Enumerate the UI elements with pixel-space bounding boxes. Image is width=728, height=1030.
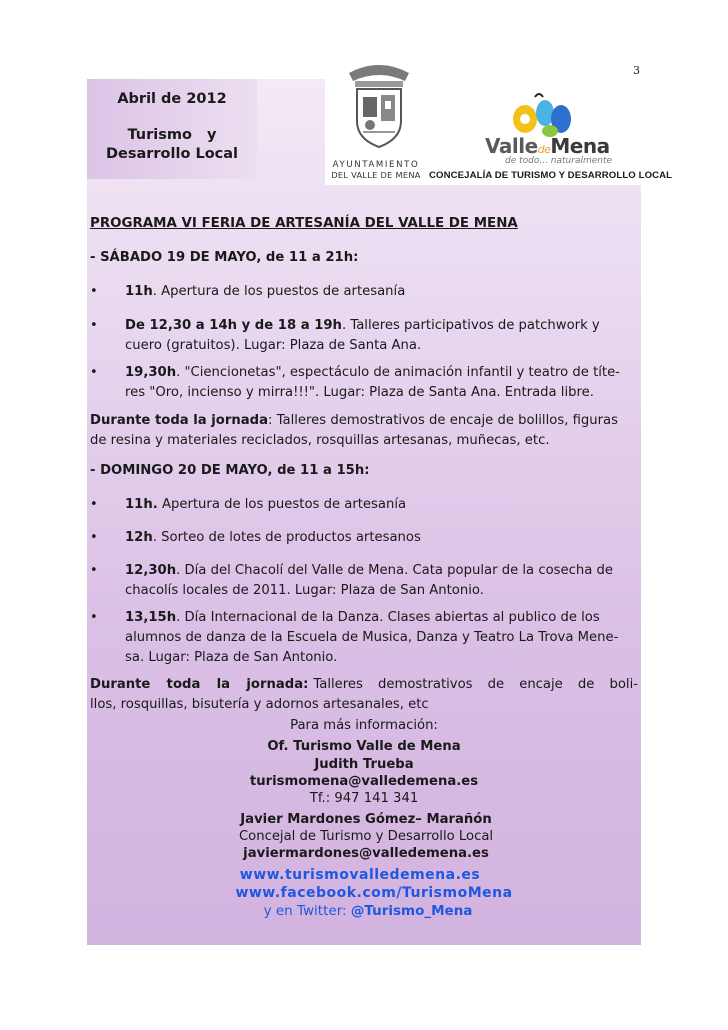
- sunday-title: - DOMINGO 20 DE MAYO, de 11 a 15h:: [90, 463, 370, 478]
- item-time: 11h: [125, 284, 153, 299]
- sunday-item: [125, 528, 639, 548]
- bullet-marker: •: [90, 563, 98, 578]
- all-day-label: Durante toda la jornada:: [90, 677, 309, 692]
- brand-mena: Mena: [550, 134, 610, 158]
- item-time: 12,30h: [125, 563, 177, 578]
- all-day-label: Durante toda la jornada: [90, 413, 268, 428]
- councillor-role: Concejal de Turismo y Desarrollo Local: [238, 829, 494, 844]
- all-day-text-line2: de resina y materiales reciclados, rosquillas artesanas, muñecas, etc.: [90, 433, 550, 448]
- header-date: Abril de 2012: [117, 91, 227, 107]
- bullet-marker: •: [90, 284, 98, 299]
- all-day-text: : Talleres demostrativos de encaje de bolillos, figuras: [267, 413, 618, 428]
- logo-area: [325, 79, 673, 185]
- twitter-handle[interactable]: @Turismo_Mena: [350, 903, 473, 919]
- bullet-marker: •: [90, 365, 98, 380]
- sunday-item: [125, 561, 639, 601]
- contact-person: Judith Trueba: [314, 757, 414, 772]
- saturday-title: - SÁBADO 19 DE MAYO, de 11 a 21h:: [90, 250, 359, 265]
- item-text: . Día Internacional de la Danza. Clases abiertas al publico de los: [176, 610, 600, 625]
- councillor-email[interactable]: javiermardones@valledemena.es: [243, 846, 489, 861]
- item-text: Apertura de los puestos de artesanía: [157, 497, 407, 512]
- item-text-line3: sa. Lugar: Plaza de San Antonio.: [125, 650, 338, 665]
- valle-de-mena-logo: [485, 134, 610, 158]
- sunday-all-day: [90, 675, 638, 715]
- item-time: 13,15h: [125, 610, 177, 625]
- item-text: . Sorteo de lotes de productos artesanos: [152, 530, 421, 545]
- item-time: De 12,30 a 14h y de 18 a 19h: [125, 318, 342, 333]
- brand-de: de: [537, 143, 551, 156]
- header-department: [87, 126, 257, 164]
- contact-phone: Tf.: 947 141 341: [309, 791, 419, 806]
- item-text: . "Ciencionetas", espectáculo de animación infantil y teatro de títe-: [176, 365, 620, 380]
- contact-email[interactable]: turismomena@valledemena.es: [249, 774, 479, 789]
- header-box: [87, 79, 257, 179]
- twitter-prefix: y en Twitter:: [263, 903, 351, 919]
- bullet-marker: •: [90, 497, 98, 512]
- item-text: . Día del Chacolí del Valle de Mena. Cata popular de la cosecha de: [176, 563, 613, 578]
- header-department-line2: Desarrollo Local: [105, 146, 239, 162]
- page-number: 3: [633, 64, 640, 77]
- contact-intro: Para más información:: [290, 718, 438, 733]
- bullet-marker: •: [90, 530, 98, 545]
- item-text: . Apertura de los puestos de artesanía: [152, 284, 406, 299]
- item-text-line2: chacolís locales de 2011. Lugar: Plaza de San Antonio.: [125, 583, 484, 598]
- concejalia-label: CONCEJALÍA DE TURISMO Y DESARROLLO LOCAL: [429, 170, 673, 181]
- item-text-line2: res "Oro, incienso y mirra!!!". Lugar: Plaza de Santa Ana. Entrada libre.: [125, 385, 594, 400]
- sunday-item: [125, 495, 639, 515]
- item-text-line2: cuero (gratuitos). Lugar: Plaza de Santa Ana.: [125, 338, 422, 353]
- document-sheet: [87, 79, 673, 945]
- brand-tagline: de todo... naturalmente: [505, 156, 613, 166]
- item-text: . Talleres participativos de patchwork y: [341, 318, 600, 333]
- sunday-item: [125, 608, 639, 668]
- ayuntamiento-line1: AYUNTAMIENTO: [332, 160, 420, 170]
- program-title: PROGRAMA VI FERIA DE ARTESANÍA DEL VALLE DE MENA: [90, 216, 518, 231]
- contact-office: Of. Turismo Valle de Mena: [267, 739, 461, 754]
- item-text-line2: alumnos de danza de la Escuela de Musica, Danza y Teatro La Trova Mene-: [125, 630, 619, 645]
- website-link[interactable]: www.turismovalledemena.es: [239, 867, 481, 883]
- item-time: 12h: [125, 530, 153, 545]
- item-time: 11h.: [125, 497, 158, 512]
- saturday-item: [125, 282, 639, 302]
- ayuntamiento-line2: DEL VALLE DE MENA: [331, 170, 421, 180]
- bullet-marker: •: [90, 318, 98, 333]
- twitter-line: [91, 901, 645, 921]
- councillor-name: Javier Mardones Gómez– Marañón: [240, 812, 492, 827]
- brand-valle: Valle: [485, 134, 538, 158]
- item-time: 19,30h: [125, 365, 177, 380]
- all-day-text: Talleres demostrativos de encaje de boli-: [308, 677, 638, 692]
- header-department-line1: Turismo y: [127, 127, 217, 143]
- all-day-text-line2: llos, rosquillas, bisutería y adornos artesanales, etc: [90, 697, 429, 712]
- saturday-item: [125, 363, 639, 403]
- bullet-marker: •: [90, 610, 98, 625]
- ayuntamiento-label: [325, 160, 427, 180]
- saturday-item: [125, 316, 639, 356]
- ayuntamiento-crest-icon: [339, 59, 419, 151]
- facebook-link[interactable]: www.facebook.com/TurismoMena: [235, 885, 513, 901]
- saturday-all-day: [90, 411, 638, 451]
